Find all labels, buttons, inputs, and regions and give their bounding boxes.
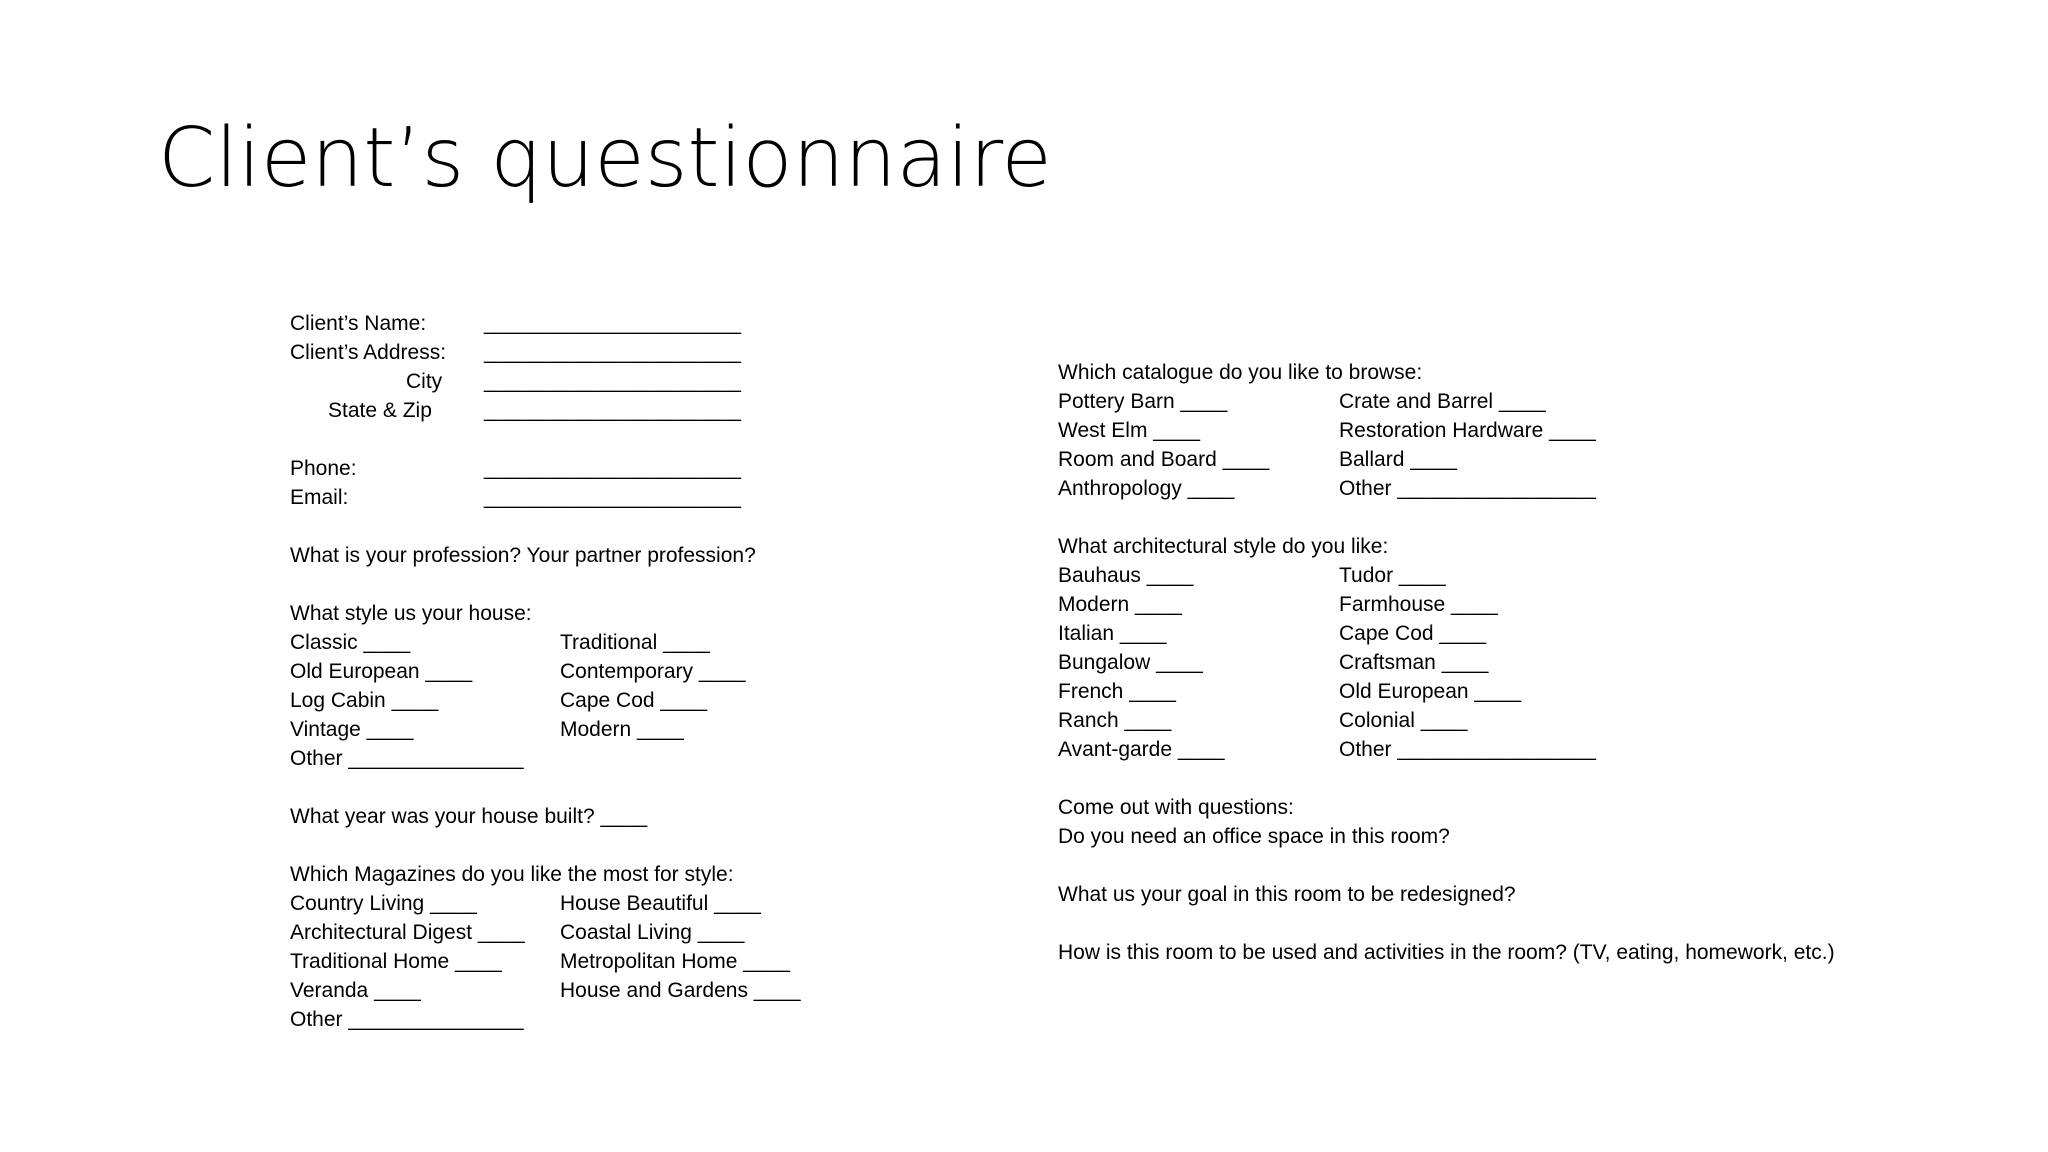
option[interactable]: Ballard ____ xyxy=(1339,448,1457,471)
architecture-question: What architectural style do you like: xyxy=(1058,535,1389,558)
city-row xyxy=(290,367,990,396)
option[interactable]: Avant-garde ____ xyxy=(1058,738,1225,761)
option-row xyxy=(290,686,990,715)
option-row xyxy=(1058,648,2018,677)
page-title: Client’s questionnaire xyxy=(158,111,1052,206)
catalogue-question: Which catalogue do you like to browse: xyxy=(1058,361,1423,384)
option-row xyxy=(1058,474,2018,503)
office-question: Do you need an office space in this room? xyxy=(1058,825,1450,848)
option-row xyxy=(1058,387,2018,416)
option[interactable]: Other _________________ xyxy=(1339,477,1596,500)
option[interactable]: Anthropology ____ xyxy=(1058,477,1235,500)
email-blank[interactable]: ______________________ xyxy=(484,486,741,509)
option[interactable]: Coastal Living ____ xyxy=(560,921,745,944)
option[interactable]: Restoration Hardware ____ xyxy=(1339,419,1596,442)
option[interactable]: Contemporary ____ xyxy=(560,660,746,683)
option[interactable]: Room and Board ____ xyxy=(1058,448,1270,471)
field-label: Phone: xyxy=(290,457,357,480)
option[interactable]: Crate and Barrel ____ xyxy=(1339,390,1546,413)
year-question[interactable]: What year was your house built? ____ xyxy=(290,805,648,828)
option-row xyxy=(1058,677,2018,706)
option-row xyxy=(1058,445,2018,474)
option[interactable]: Classic ____ xyxy=(290,631,411,654)
phone-row xyxy=(290,454,990,483)
option[interactable]: Tudor ____ xyxy=(1339,564,1446,587)
profession-question: What is your profession? Your partner profession? xyxy=(290,544,756,567)
left-column xyxy=(290,309,990,1034)
house-style-other[interactable]: Other _______________ xyxy=(290,747,524,770)
option-row xyxy=(1058,590,2018,619)
option[interactable]: House and Gardens ____ xyxy=(560,979,801,1002)
option[interactable]: Bauhaus ____ xyxy=(1058,564,1194,587)
option[interactable]: House Beautiful ____ xyxy=(560,892,761,915)
option[interactable]: Vintage ____ xyxy=(290,718,414,741)
field-label: Client’s Name: xyxy=(290,312,427,335)
right-column xyxy=(1058,358,2018,967)
house-style-question: What style us your house: xyxy=(290,602,532,625)
option[interactable]: Country Living ____ xyxy=(290,892,477,915)
option-row xyxy=(1058,706,2018,735)
magazines-other[interactable]: Other _______________ xyxy=(290,1008,524,1031)
option-row xyxy=(1058,619,2018,648)
option[interactable]: Cape Cod ____ xyxy=(560,689,708,712)
option-row xyxy=(1058,735,2018,764)
option[interactable]: Pottery Barn ____ xyxy=(1058,390,1228,413)
option[interactable]: French ____ xyxy=(1058,680,1176,703)
option[interactable]: Architectural Digest ____ xyxy=(290,921,525,944)
field-label: Client’s Address: xyxy=(290,341,447,364)
field-label: City xyxy=(406,370,443,393)
option[interactable]: Italian ____ xyxy=(1058,622,1167,645)
option-row xyxy=(290,918,990,947)
option-row xyxy=(290,628,990,657)
client-address-row xyxy=(290,338,990,367)
option-row xyxy=(290,715,990,744)
state-zip-row xyxy=(290,396,990,425)
city-blank[interactable]: ______________________ xyxy=(484,370,741,393)
field-label: State & Zip xyxy=(328,399,432,422)
email-row xyxy=(290,483,990,512)
option[interactable]: Colonial ____ xyxy=(1339,709,1468,732)
option[interactable]: Ranch ____ xyxy=(1058,709,1172,732)
option[interactable]: Metropolitan Home ____ xyxy=(560,950,790,973)
option[interactable]: Log Cabin ____ xyxy=(290,689,439,712)
option[interactable]: Farmhouse ____ xyxy=(1339,593,1498,616)
option[interactable]: Cape Cod ____ xyxy=(1339,622,1487,645)
state-zip-blank[interactable]: ______________________ xyxy=(484,399,741,422)
goal-question: What us your goal in this room to be redesigned? xyxy=(1058,883,1516,906)
usage-question: How is this room to be used and activities in the room? (TV, eating, homework, etc.) xyxy=(1058,941,1835,964)
option-row xyxy=(290,889,990,918)
option[interactable]: Traditional ____ xyxy=(560,631,710,654)
client-name-blank[interactable]: ______________________ xyxy=(484,312,741,335)
option[interactable]: Bungalow ____ xyxy=(1058,651,1203,674)
option-row xyxy=(290,976,990,1005)
option[interactable]: Craftsman ____ xyxy=(1339,651,1489,674)
option[interactable]: Old European ____ xyxy=(290,660,473,683)
phone-blank[interactable]: ______________________ xyxy=(484,457,741,480)
option[interactable]: Modern ____ xyxy=(560,718,684,741)
option-row xyxy=(290,947,990,976)
option[interactable]: West Elm ____ xyxy=(1058,419,1201,442)
questions-header: Come out with questions: xyxy=(1058,796,1294,819)
option-row xyxy=(290,657,990,686)
option[interactable]: Traditional Home ____ xyxy=(290,950,502,973)
client-address-blank[interactable]: ______________________ xyxy=(484,341,741,364)
option[interactable]: Other _________________ xyxy=(1339,738,1596,761)
option[interactable]: Old European ____ xyxy=(1339,680,1522,703)
client-name-row xyxy=(290,309,990,338)
magazines-question: Which Magazines do you like the most for style: xyxy=(290,863,734,886)
option[interactable]: Veranda ____ xyxy=(290,979,421,1002)
field-label: Email: xyxy=(290,486,349,509)
option-row xyxy=(1058,561,2018,590)
option-row xyxy=(1058,416,2018,445)
option[interactable]: Modern ____ xyxy=(1058,593,1182,616)
